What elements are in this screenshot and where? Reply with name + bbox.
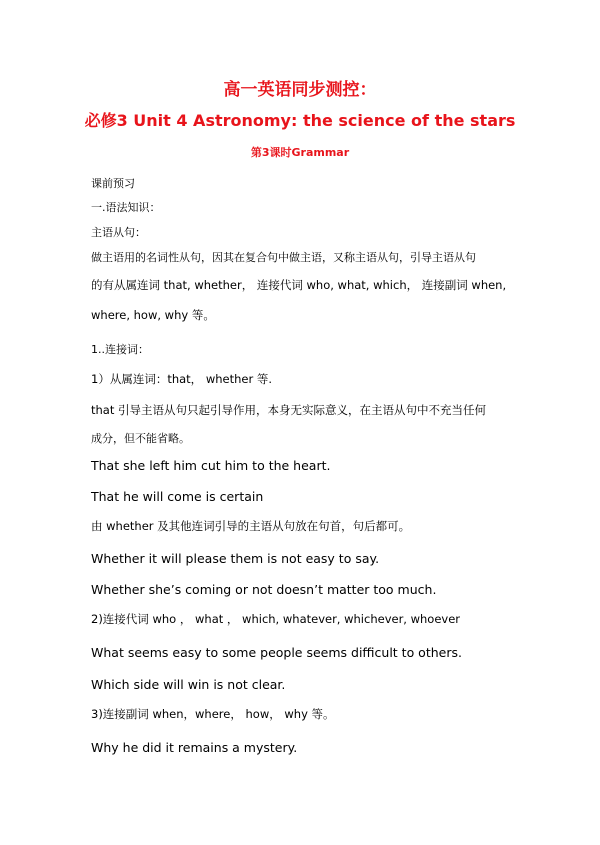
lesson-title: 第3课时Grammar bbox=[250, 146, 350, 159]
item-3: 3)连接副词 when，where， how， why 等。 bbox=[91, 707, 335, 721]
unit-title: 必修3 Unit 4 Astronomy: the science of the stars bbox=[84, 111, 516, 130]
example-6: Which side will win is not clear. bbox=[91, 677, 286, 692]
item-1: 1）从属连词：that， whether 等. bbox=[91, 372, 273, 386]
document-title: 高一英语同步测控： bbox=[223, 80, 377, 100]
item-2: 2)连接代词 who ， what ， which, whatever, whichever, whoever bbox=[91, 612, 461, 626]
definition-line-2: 的有从属连词 that, whether， 连接代词 who, what, which， 连接副词 when, bbox=[91, 278, 507, 292]
example-5: What seems easy to some people seems difficult to others. bbox=[91, 645, 462, 660]
conjunction-heading: 1..连接词： bbox=[91, 343, 149, 356]
example-3: Whether it will please them is not easy to say. bbox=[91, 551, 380, 566]
definition-line-3: where, how, why 等。 bbox=[91, 308, 215, 322]
example-1: That she left him cut him to the heart. bbox=[91, 458, 331, 473]
that-note-line-2: 成分，但不能省略。 bbox=[91, 432, 190, 445]
example-2: That he will come is certain bbox=[91, 489, 264, 504]
whether-note: 由 whether 及其他连词引导的主语从句放在句首，句后都可。 bbox=[91, 519, 411, 533]
preview-heading: 课前预习 bbox=[91, 177, 135, 190]
example-7: Why he did it remains a mystery. bbox=[91, 740, 298, 755]
section-heading: 一.语法知识： bbox=[91, 201, 161, 214]
subject-clause-heading: 主语从句： bbox=[91, 226, 146, 239]
example-4: Whether she’s coming or not doesn’t matter too much. bbox=[91, 582, 437, 597]
that-note-line-1: that 引导主语从句只起引导作用，本身无实际意义，在主语从句中不充当任何 bbox=[91, 403, 487, 417]
definition-line-1: 做主语用的名词性从句，因其在复合句中做主语，又称主语从句，引导主语从句 bbox=[91, 251, 476, 264]
